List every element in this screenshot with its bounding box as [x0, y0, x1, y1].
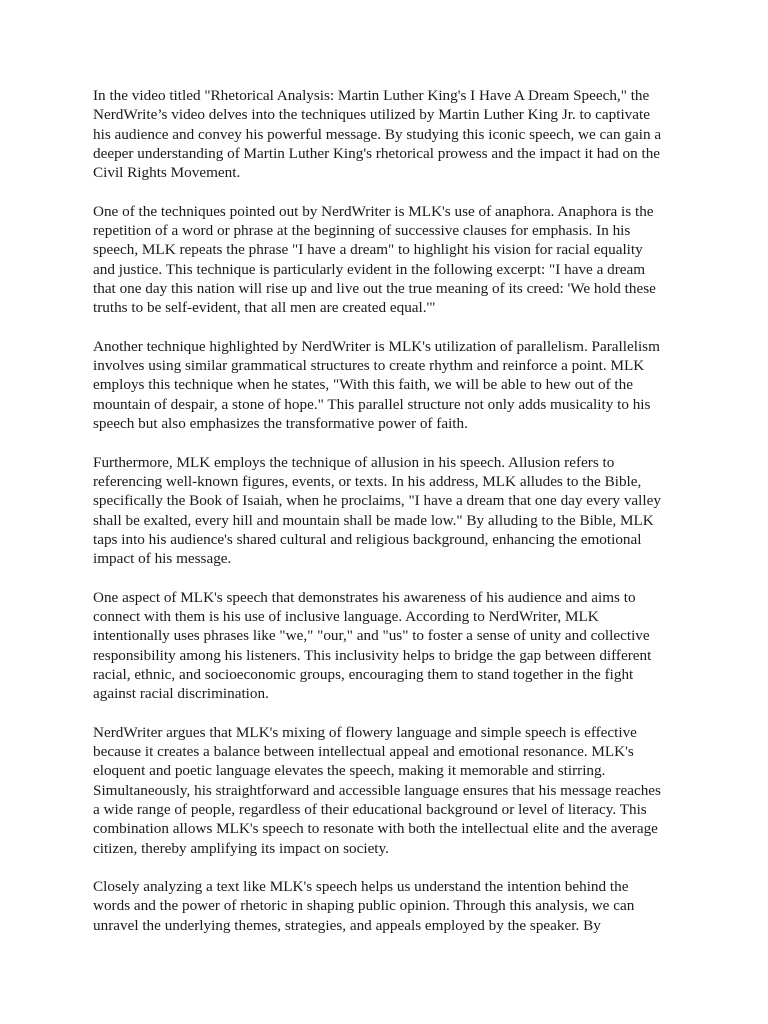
text-line: because it creates a balance between intellectual appeal and emotional resonance. MLK's — [93, 743, 634, 761]
text-line: speech, MLK repeats the phrase "I have a dream" to highlight his vision for racial equality — [93, 241, 643, 259]
text-line: Civil Rights Movement. — [93, 164, 241, 182]
paragraph-inclusive-language — [93, 588, 683, 704]
text-line: taps into his audience's shared cultural and religious background, enhancing the emotional — [93, 530, 642, 548]
text-line: mountain of despair, a stone of hope." This parallel structure not only adds musicality to his — [93, 395, 651, 413]
text-line: that one day this nation will rise up and live out the true meaning of its creed: 'We hold these — [93, 279, 656, 297]
text-line: impact of his message. — [93, 550, 232, 568]
text-line: In the video titled "Rhetorical Analysis: Martin Luther King's I Have A Dream Speech," the — [93, 87, 650, 104]
text-line: NerdWrite’s video delves into the techniques utilized by Martin Luther King Jr. to captivate — [93, 106, 650, 124]
text-line: One of the techniques pointed out by NerdWriter is MLK's use of anaphora. Anaphora is the — [93, 202, 654, 220]
text-line: citizen, thereby amplifying its impact on society. — [93, 839, 389, 857]
text-line: a wide range of people, regardless of their educational background or level of literacy. This — [93, 800, 647, 818]
paragraph-parallelism — [93, 337, 683, 433]
text-line: combination allows MLK's speech to resonate with both the intellectual elite and the average — [93, 820, 658, 838]
text-line: his audience and convey his powerful message. By studying this iconic speech, we can gain a — [93, 125, 662, 143]
text-line: Simultaneously, his straightforward and accessible language ensures that his message reaches — [93, 781, 661, 799]
text-line: One aspect of MLK's speech that demonstrates his awareness of his audience and aims to — [93, 588, 636, 606]
text-line: against racial discrimination. — [93, 685, 269, 703]
text-line: and justice. This technique is particularly evident in the following excerpt: "I have a dream — [93, 260, 646, 278]
paragraph-conclusion — [93, 877, 683, 935]
text-line: words and the power of rhetoric in shaping public opinion. Through this analysis, we can — [93, 897, 635, 915]
paragraph-allusion — [93, 453, 683, 569]
text-line: repetition of a word or phrase at the beginning of successive clauses for emphasis. In his — [93, 222, 631, 240]
text-line: NerdWriter argues that MLK's mixing of flowery language and simple speech is effective — [93, 723, 637, 741]
text-line: specifically the Book of Isaiah, when he proclaims, "I have a dream that one day every valley — [93, 492, 661, 510]
text-line: shall be exalted, every hill and mountain shall be made low." By alluding to the Bible, MLK — [93, 511, 654, 529]
text-line: speech but also emphasizes the transformative power of faith. — [93, 415, 468, 433]
text-line: Another technique highlighted by NerdWriter is MLK's utilization of parallelism. Parallelism — [93, 337, 660, 355]
text-line: eloquent and poetic language elevates the speech, making it memorable and stirring. — [93, 762, 606, 780]
text-line: Furthermore, MLK employs the technique of allusion in his speech. Allusion refers to — [93, 453, 615, 471]
text-line: employs this technique when he states, "With this faith, we will be able to hew out of the — [93, 376, 633, 394]
text-line: truths to be self-evident, that all men are created equal.'" — [93, 299, 436, 317]
text-line: referencing well-known figures, events, or texts. In his address, MLK alludes to the Bible, — [93, 472, 642, 490]
paragraph-anaphora — [93, 202, 683, 318]
text-line: connect with them is his use of inclusive language. According to NerdWriter, MLK — [93, 608, 599, 626]
text-line: racial, ethnic, and socioeconomic groups, encouraging them to stand together in the fight — [93, 665, 634, 683]
text-line: involves using similar grammatical structures to create rhythm and reinforce a point. MLK — [93, 357, 645, 375]
paragraph-intro — [93, 86, 683, 182]
text-line: deeper understanding of Martin Luther King's rhetorical prowess and the impact it had on the — [93, 144, 661, 162]
text-line: unravel the underlying themes, strategies, and appeals employed by the speaker. By — [93, 916, 601, 934]
text-line: responsibility among his listeners. This inclusivity helps to bridge the gap between different — [93, 646, 652, 664]
text-line: Closely analyzing a text like MLK's speech helps us understand the intention behind the — [93, 878, 629, 896]
text-line: intentionally uses phrases like "we," "our," and "us" to foster a sense of unity and collective — [93, 627, 650, 645]
document-body — [93, 86, 683, 954]
paragraph-language-mix — [93, 723, 683, 858]
